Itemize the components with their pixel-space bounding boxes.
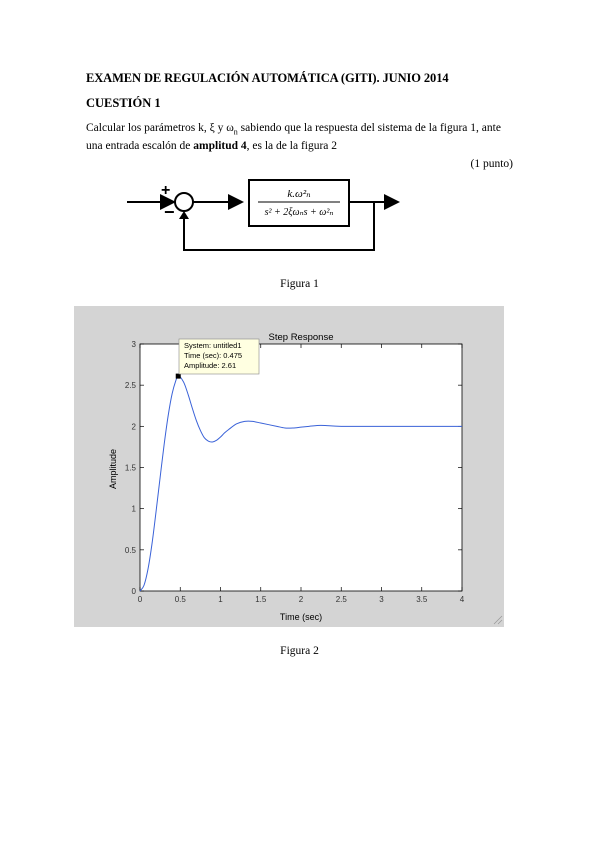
summing-junction [175, 193, 193, 211]
transfer-function-block [249, 180, 349, 226]
x-tick-label: 1 [218, 595, 223, 604]
statement-part1: Calcular los parámetros k, ξ y ω [86, 122, 234, 134]
statement-part2: sabiendo que la respuesta del sistema de la figura 1, ante una entrada escalón de [86, 122, 501, 153]
points-label: (1 punto) [470, 158, 513, 170]
chart-title: Step Response [268, 332, 334, 343]
y-tick-label: 2 [131, 422, 136, 432]
plot-area [140, 344, 462, 591]
statement-part3: , es la de la figura 2 [246, 140, 338, 153]
datatip-line1: System: untitled1 [184, 341, 242, 350]
x-tick-label: 0 [137, 595, 143, 604]
omega-subscript: n [233, 127, 238, 137]
y-tick-label: 3 [131, 340, 136, 349]
x-tick-label: 4 [459, 595, 465, 604]
y-tick-label: 1.5 [124, 463, 136, 473]
x-tick-label: 2 [298, 595, 304, 604]
y-tick-label: 0.5 [124, 545, 136, 555]
x-tick-label: 2.5 [335, 595, 347, 604]
question-heading: CUESTIÓN 1 [86, 96, 161, 110]
datatip-line2: Time (sec): 0.475 [184, 351, 243, 360]
figure2-caption: Figura 2 [280, 645, 319, 657]
plus-sign: + [161, 182, 171, 199]
datatip [179, 339, 259, 374]
question-statement [86, 121, 516, 153]
x-tick-label: 3 [379, 595, 384, 604]
exam-title: EXAMEN DE REGULACIÓN AUTOMÁTICA (GITI). JUNIO 2014 [86, 71, 449, 85]
datatip-line3: Amplitude: 2.61 [184, 361, 237, 370]
y-tick-label: 2.5 [124, 381, 136, 391]
feedback-arrowhead [179, 211, 189, 219]
y-tick-label: 1 [131, 504, 136, 514]
x-tick-label: 1.5 [255, 595, 267, 604]
x-tick-label: 0.5 [174, 595, 186, 604]
step-response-chart [74, 306, 504, 627]
block-diagram [0, 170, 599, 270]
tf-numerator: k.ω²ₙ [287, 188, 311, 200]
figure1-caption: Figura 1 [280, 278, 319, 290]
y-axis-label: Amplitude [108, 448, 118, 490]
y-tick-label: 0 [131, 587, 136, 596]
statement-bold: amplitud 4 [193, 140, 247, 153]
datatip-marker [176, 374, 181, 379]
x-tick-label: 3.5 [416, 595, 428, 604]
tf-denominator: s² + 2ξωₙs + ω²ₙ [264, 207, 334, 218]
x-axis-label: Time (sec) [279, 612, 323, 622]
minus-sign: − [164, 202, 175, 222]
